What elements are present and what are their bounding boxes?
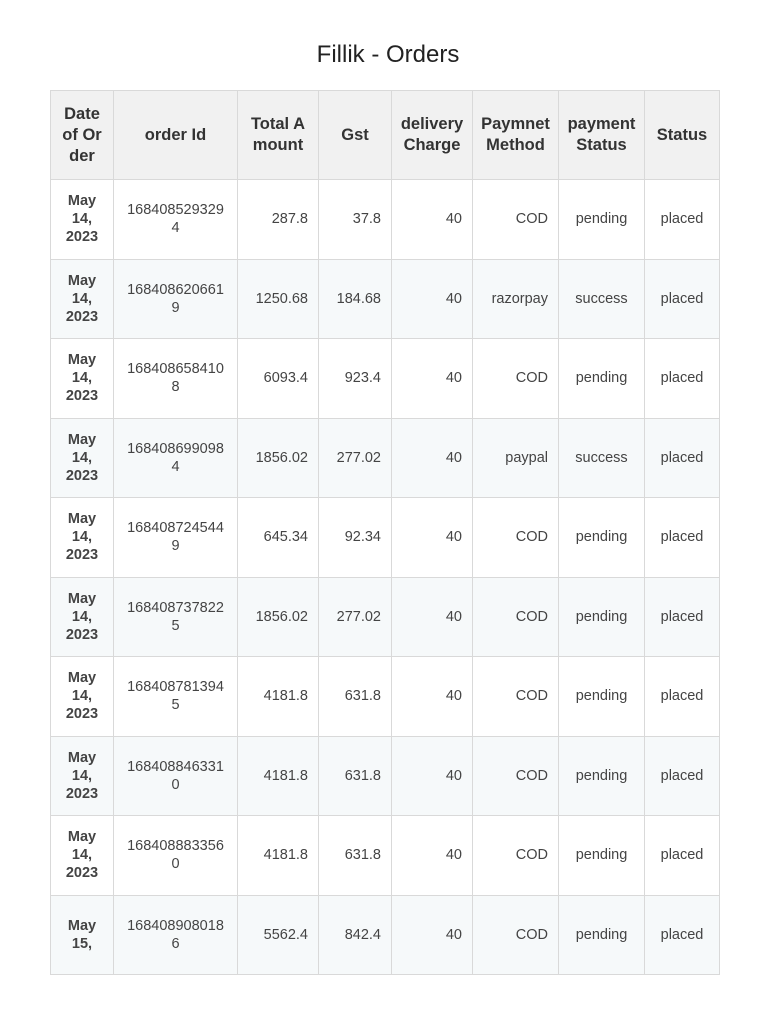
order-status: placed — [645, 259, 720, 339]
payment-status: pending — [559, 895, 645, 975]
gst: 277.02 — [319, 418, 392, 498]
payment-method: COD — [473, 339, 559, 419]
delivery-charge: 40 — [392, 736, 473, 816]
payment-method: COD — [473, 736, 559, 816]
column-header-payment-method: Paymnet Method — [473, 91, 559, 180]
order-date: May 14, 2023 — [51, 816, 114, 896]
total-amount: 4181.8 — [238, 657, 319, 737]
payment-status: pending — [559, 736, 645, 816]
order-date: May 14, 2023 — [51, 259, 114, 339]
payment-status: pending — [559, 816, 645, 896]
delivery-charge: 40 — [392, 498, 473, 578]
payment-method: COD — [473, 498, 559, 578]
order-date: May 14, 2023 — [51, 180, 114, 260]
delivery-charge: 40 — [392, 657, 473, 737]
column-header-order-id: order Id — [114, 91, 238, 180]
order-id: 1684087245449 — [114, 498, 238, 578]
delivery-charge: 40 — [392, 816, 473, 896]
gst: 37.8 — [319, 180, 392, 260]
payment-status: pending — [559, 657, 645, 737]
order-date: May 14, 2023 — [51, 339, 114, 419]
order-date: May 14, 2023 — [51, 736, 114, 816]
order-id: 1684088833560 — [114, 816, 238, 896]
order-date: May 14, 2023 — [51, 657, 114, 737]
total-amount: 1856.02 — [238, 418, 319, 498]
order-id: 1684089080186 — [114, 895, 238, 975]
order-status: placed — [645, 736, 720, 816]
order-status: placed — [645, 895, 720, 975]
gst: 277.02 — [319, 577, 392, 657]
page-title: Fillik - Orders — [316, 41, 460, 68]
order-date: May 14, 2023 — [51, 577, 114, 657]
table-row — [51, 577, 720, 657]
column-header-gst: Gst — [319, 91, 392, 180]
order-id: 1684088463310 — [114, 736, 238, 816]
order-id: 1684085293294 — [114, 180, 238, 260]
total-amount: 5562.4 — [238, 895, 319, 975]
total-amount: 287.8 — [238, 180, 319, 260]
table-row — [51, 418, 720, 498]
total-amount: 1856.02 — [238, 577, 319, 657]
total-amount: 645.34 — [238, 498, 319, 578]
payment-status: pending — [559, 498, 645, 578]
total-amount: 6093.4 — [238, 339, 319, 419]
delivery-charge: 40 — [392, 180, 473, 260]
payment-status: pending — [559, 339, 645, 419]
gst: 184.68 — [319, 259, 392, 339]
table-row — [51, 736, 720, 816]
gst: 631.8 — [319, 736, 392, 816]
gst: 631.8 — [319, 816, 392, 896]
order-status: placed — [645, 339, 720, 419]
payment-method: COD — [473, 180, 559, 260]
order-id: 1684086584108 — [114, 339, 238, 419]
order-status: placed — [645, 498, 720, 578]
column-header-delivery-charge: delivery Charge — [392, 91, 473, 180]
column-header-status: Status — [645, 91, 720, 180]
order-id: 1684087378225 — [114, 577, 238, 657]
header-row — [51, 91, 720, 180]
payment-status: pending — [559, 577, 645, 657]
order-status: placed — [645, 577, 720, 657]
table-row — [51, 339, 720, 419]
gst: 631.8 — [319, 657, 392, 737]
column-header-total-amount: Total Amount — [238, 91, 319, 180]
delivery-charge: 40 — [392, 339, 473, 419]
table-row — [51, 895, 720, 975]
delivery-charge: 40 — [392, 577, 473, 657]
table-row — [51, 259, 720, 339]
order-status: placed — [645, 816, 720, 896]
payment-status: success — [559, 259, 645, 339]
gst: 92.34 — [319, 498, 392, 578]
delivery-charge: 40 — [392, 418, 473, 498]
gst: 923.4 — [319, 339, 392, 419]
orders-table — [50, 90, 720, 975]
table-row — [51, 816, 720, 896]
delivery-charge: 40 — [392, 259, 473, 339]
order-date: May 15, — [51, 895, 114, 975]
column-header-payment-status: payment Status — [559, 91, 645, 180]
order-status: placed — [645, 180, 720, 260]
payment-method: razorpay — [473, 259, 559, 339]
payment-status: pending — [559, 180, 645, 260]
order-status: placed — [645, 657, 720, 737]
order-date: May 14, 2023 — [51, 498, 114, 578]
table-row — [51, 498, 720, 578]
order-id: 1684087813945 — [114, 657, 238, 737]
payment-method: COD — [473, 895, 559, 975]
total-amount: 4181.8 — [238, 736, 319, 816]
payment-status: success — [559, 418, 645, 498]
payment-method: COD — [473, 577, 559, 657]
table-row — [51, 657, 720, 737]
gst: 842.4 — [319, 895, 392, 975]
payment-method: COD — [473, 816, 559, 896]
total-amount: 4181.8 — [238, 816, 319, 896]
order-id: 1684086206619 — [114, 259, 238, 339]
order-status: placed — [645, 418, 720, 498]
order-date: May 14, 2023 — [51, 418, 114, 498]
delivery-charge: 40 — [392, 895, 473, 975]
column-header-date: Date of Order — [51, 91, 114, 180]
total-amount: 1250.68 — [238, 259, 319, 339]
payment-method: COD — [473, 657, 559, 737]
table-row — [51, 180, 720, 260]
payment-method: paypal — [473, 418, 559, 498]
order-id: 1684086990984 — [114, 418, 238, 498]
